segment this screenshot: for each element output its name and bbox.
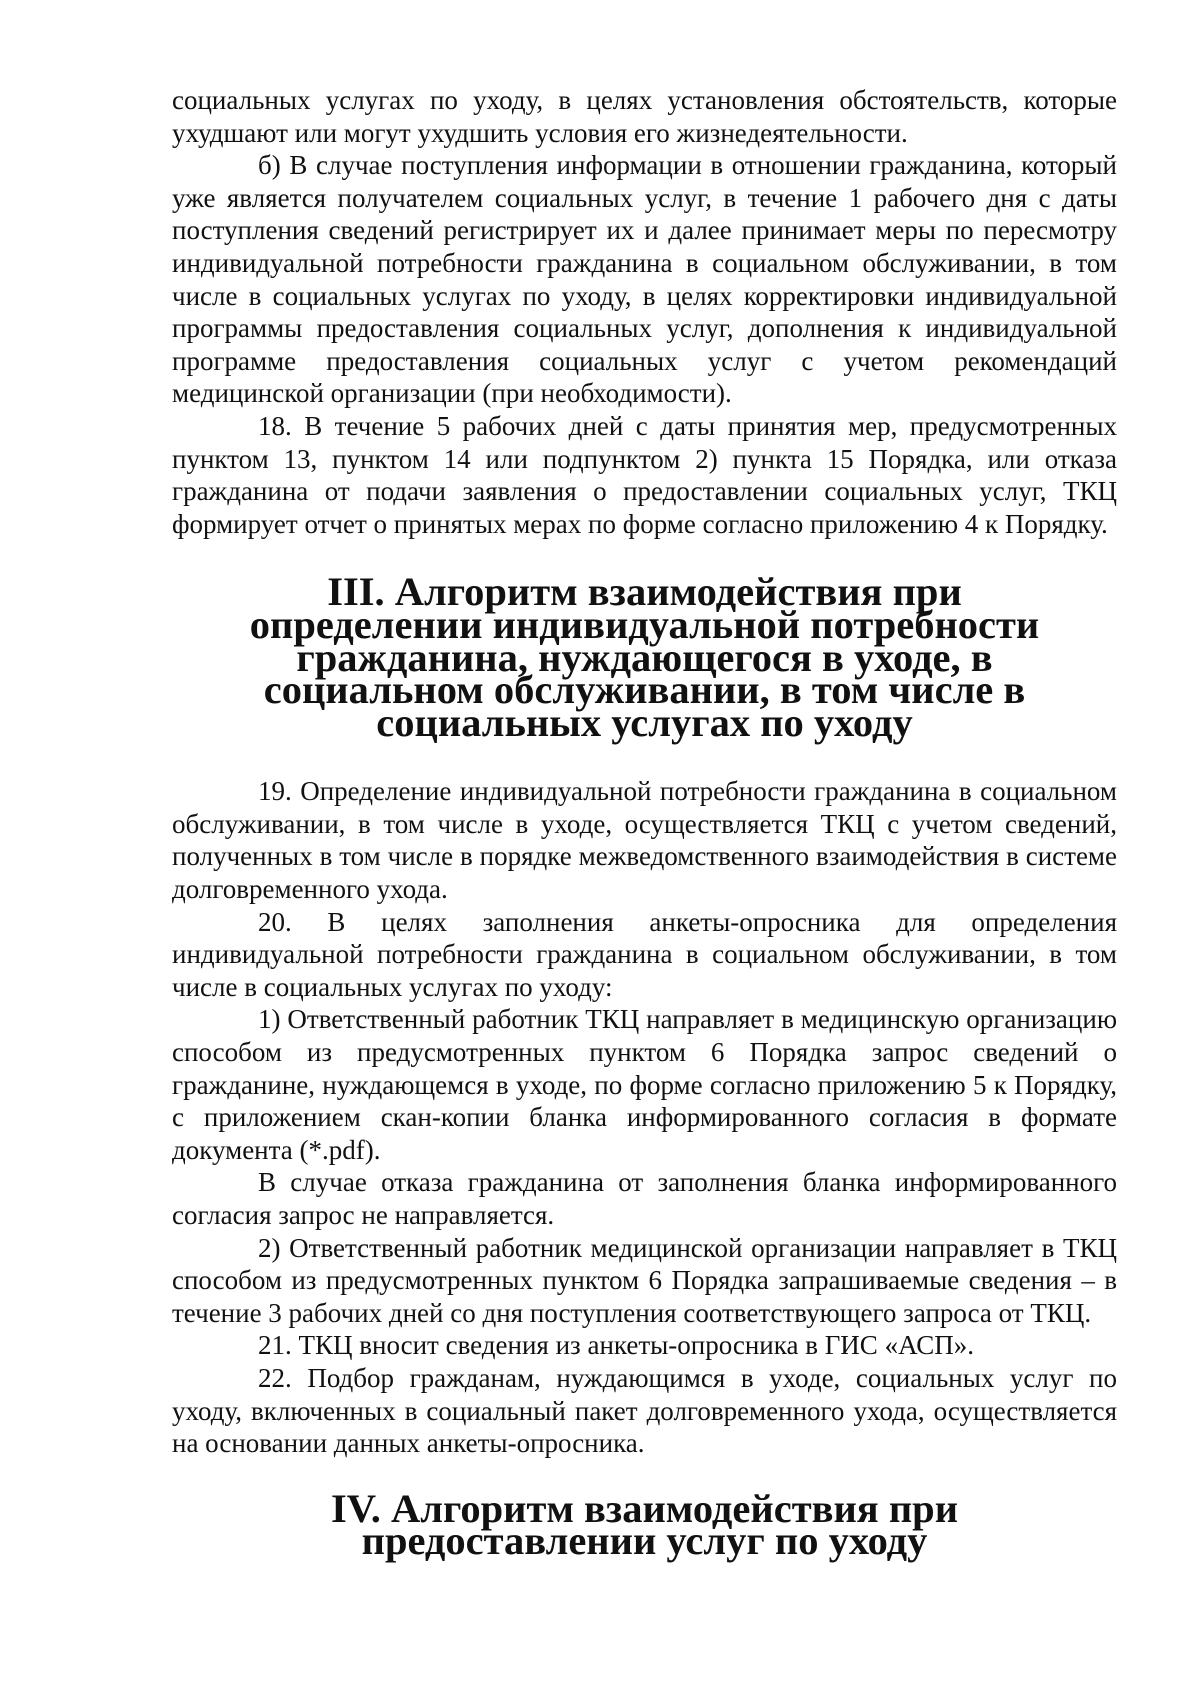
section-4-heading: IV. Алгоритм взаимодействия при предоставлении услуг по уходу <box>330 1485 959 1564</box>
paragraph-20: 20. В целях заполнения анкеты-опросника для определения индивидуальной потребности гражданина в социальном обслуживании, в том числе в социальных услугах по уходу: <box>172 906 1117 1002</box>
paragraph-refusal-note: В случае отказа гражданина от заполнения бланка информированного согласия запрос не направляется. <box>172 1167 1117 1230</box>
paragraph-18: 18. В течение 5 рабочих дней с даты принятия мер, предусмотренных пунктом 13, пунктом 14 или подпунктом 2) пункта 15 Порядка, или отказа гражданина от подачи заявления о предоставлении социальных услуг, ТКЦ формирует отчет о принятых мерах по форме согласно приложению 4 к Порядку. <box>172 410 1117 539</box>
paragraph-21: 21. ТКЦ вносит сведения из анкеты-опросника в ГИС «АСП». <box>258 1330 974 1361</box>
section-3-heading: III. Алгоритм взаимодействия при определении индивидуальной потребности гражданина, нуждающегося в уходе, в социальном обслуживании, в том числе в социальных услугах по уходу <box>249 569 1040 745</box>
document-page <box>172 84 1117 1564</box>
paragraph-continuation: социальных услугах по уходу, в целях установления обстоятельств, которые ухудшают или могут ухудшить условия его жизнедеятельности. <box>172 85 1117 148</box>
paragraph-subitem-b: б) В случае поступления информации в отношении гражданина, который уже является получателем социальных услуг, в течение 1 рабочего дня с даты поступления сведений регистрирует их и далее принимает меры по пересмотру индивидуальной потребности гражданина в социальном обслуживании, в том числе в социальных услугах по уходу, в целях корректировки индивидуальной программы предоставления социальных услуг, дополнения к индивидуальной программе предоставления социальных услуг с учетом рекомендаций медицинской организации (при необходимости). <box>172 150 1117 409</box>
paragraph-20-item-2: 2) Ответственный работник медицинской организации направляет в ТКЦ способом из предусмотренных пунктом 6 Порядка запрашиваемые сведения – в течение 3 рабочих дней со дня поступления соответствующего запроса от ТКЦ. <box>172 1232 1117 1328</box>
paragraph-20-item-1: 1) Ответственный работник ТКЦ направляет в медицинскую организацию способом из предусмотренных пунктом 6 Порядка запрос сведений о гражданине, нуждающемся в уходе, по форме согласно приложению 5 к Порядку, с приложением скан-копии бланка информированного согласия в формате документа (*.pdf). <box>172 1004 1117 1165</box>
paragraph-22: 22. Подбор гражданам, нуждающимся в уходе, социальных услуг по уходу, включенных в социальный пакет долговременного ухода, осуществляется на основании данных анкеты-опросника. <box>172 1362 1117 1459</box>
paragraph-19: 19. Определение индивидуальной потребности гражданина в социальном обслуживании, в том числе в уходе, осуществляется ТКЦ с учетом сведений, полученных в том числе в порядке межведомственного взаимодействия в системе долговременного ухода. <box>172 776 1117 905</box>
